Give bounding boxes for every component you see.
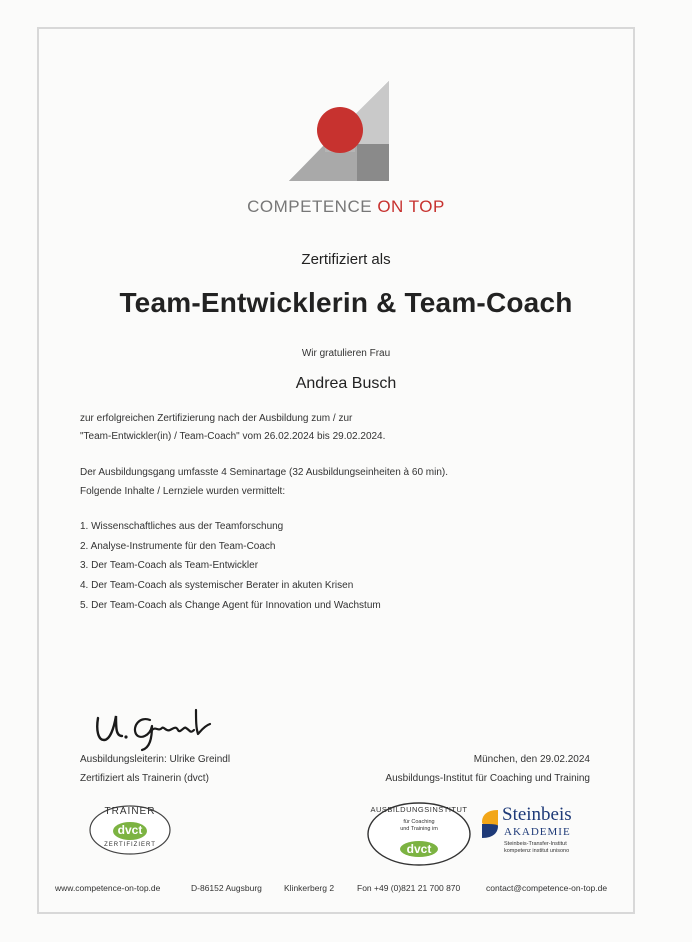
- competence-on-top-logo-icon: [285, 80, 391, 184]
- learning-item-5: 5. Der Team-Coach als Change Agent für Innovation und Wachstum: [80, 600, 381, 611]
- certificate-text-line-3: Der Ausbildungsgang umfasste 4 Seminartage (32 Ausbildungseinheiten à 60 min).: [80, 467, 449, 478]
- trainer-certified-seal: [88, 804, 172, 856]
- certificate-intro: Zertifiziert als: [301, 251, 391, 268]
- trainer-certification-line: Zertifiziert als Trainerin (dvct): [80, 773, 209, 784]
- trainer-seal-mid-text: dvct: [117, 823, 143, 837]
- recipient-name: Andrea Busch: [295, 375, 397, 392]
- learning-item-4: 4. Der Team-Coach als systemischer Berater in akuten Krisen: [80, 580, 354, 591]
- trainer-seal-bottom-text: ZERTIFIZIERT: [104, 842, 156, 848]
- handwritten-signature: [92, 704, 222, 752]
- brand-name: [0, 197, 692, 217]
- footer-email: contact@competence-on-top.de: [486, 883, 608, 893]
- learning-item-3: 3. Der Team-Coach als Team-Entwickler: [80, 560, 259, 571]
- footer-city: D-86152 Augsburg: [191, 883, 262, 893]
- steinbeis-line-1: Steinbeis-Transfer-Institut: [504, 841, 567, 847]
- footer-street: Klinkerberg 2: [284, 883, 335, 893]
- institute-seal-arc-text: AUSBILDUNGSINSTITUT: [370, 805, 468, 814]
- place-date-line: München, den 29.02.2024: [473, 754, 590, 765]
- institute-seal-sub1: für Coaching: [403, 819, 435, 825]
- steinbeis-name: Steinbeis: [502, 804, 572, 825]
- institute-seal-sub2: und Training im: [400, 826, 438, 832]
- brand-name-part1: COMPETENCE: [247, 197, 378, 216]
- certificate-text-line-2: "Team-Entwickler(in) / Team-Coach" vom 26.02.2024 bis 29.02.2024.: [80, 431, 386, 442]
- learning-item-1: 1. Wissenschaftliches aus der Teamforschung: [80, 521, 284, 532]
- learning-item-2: 2. Analyse-Instrumente für den Team-Coach: [80, 541, 276, 552]
- steinbeis-line-2: kompetenz institut unisono: [504, 848, 570, 854]
- steinbeis-akademie-text: AKADEMIE: [504, 826, 571, 838]
- ausbildungsinstitut-seal: [366, 801, 472, 867]
- steinbeis-logo-icon: [480, 808, 500, 840]
- footer-website: www.competence-on-top.de: [55, 883, 161, 893]
- trainer-name-line: Ausbildungsleiterin: Ulrike Greindl: [80, 754, 231, 765]
- brand-name-part2: ON TOP: [377, 197, 445, 216]
- certificate-text-line-1: zur erfolgreichen Zertifizierung nach der Ausbildung zum / zur: [80, 413, 353, 424]
- institute-seal-mid-text: dvct: [406, 842, 432, 856]
- certificate-text-line-4: Folgende Inhalte / Lernziele wurden vermittelt:: [80, 486, 286, 497]
- footer-phone: Fon +49 (0)821 21 700 870: [357, 883, 461, 893]
- institute-line: Ausbildungs-Institut für Coaching und Training: [385, 773, 590, 784]
- congratulations-line: Wir gratulieren Frau: [301, 348, 391, 359]
- certificate-title: Team-Entwicklerin & Team-Coach: [119, 287, 573, 318]
- steinbeis-akademie-logo: [480, 806, 595, 860]
- trainer-seal-top-text: TRAINER: [104, 806, 156, 817]
